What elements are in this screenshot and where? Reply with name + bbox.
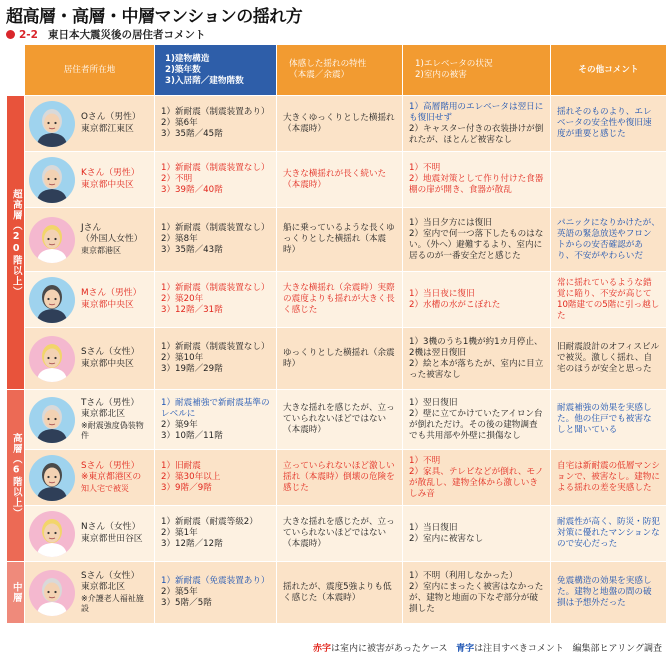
header-other: その他コメント: [551, 45, 667, 96]
elevator-line: 1）高層階用のエレベータは翌日にも復旧せず: [409, 101, 544, 123]
building-spec-cell: [155, 272, 277, 328]
elevator-line: 2）室内で何一つ落下したものはない。（外へ）避難するより、室内に居るのが一番安全だと感じた: [409, 228, 544, 261]
resident-name: Sさん（男性）: [81, 460, 140, 471]
building-spec-cell: [155, 450, 277, 506]
other-comment-cell: 揺れそのものより、エレベータの安全性や復旧速度が重要と感じた: [551, 96, 667, 152]
resident-comments-table: [6, 44, 667, 624]
table-row: [7, 390, 667, 450]
sway-cell: 大きな横揺れが長く続いた（本震時）: [277, 152, 403, 208]
resident-location: 東京都世田谷区: [81, 533, 143, 544]
elevator-damage-cell: [403, 450, 551, 506]
spec-line: 2）築20年: [161, 294, 204, 304]
resident-name: Sさん（女性）: [81, 347, 140, 358]
table-row: [7, 562, 667, 624]
resident-location: （外国人女性）: [81, 234, 143, 245]
sway-cell: 立っていられないほど激しい揺れ（本震時）倒壊の危険を感じた: [277, 450, 403, 506]
elevator-line: 1）不明: [409, 455, 441, 466]
bullet-dot-icon: [6, 30, 15, 39]
table-row: [7, 208, 667, 272]
spec-line: 3）12階／31階: [161, 305, 223, 315]
resident-location: 東京都北区: [81, 582, 125, 593]
spec-line: 2）築6年: [161, 118, 198, 128]
elevator-line: 1）当日夜に復旧: [409, 288, 475, 299]
sway-cell: 大きな揺れを感じたが、立っていられないほどではない（本震時）: [277, 506, 403, 562]
resident-location: 東京都中央区: [81, 299, 134, 310]
other-comment-cell: 常に揺れているような錯覚に陥り、不安が高じて10階建ての5階に引っ越した: [551, 272, 667, 328]
resident-note: ※介護老人福祉施設: [81, 593, 144, 613]
elderly-man-avatar: [29, 157, 75, 203]
spec-line: 3）5階／5階: [161, 598, 212, 608]
building-spec-cell: [155, 96, 277, 152]
figure-caption: [6, 27, 205, 42]
spec-line: 1）新耐震（耐震等級2）: [161, 517, 258, 527]
table-row: [7, 152, 667, 208]
other-comment-cell: 免震構造の効果を実感した。建物と地盤の間の破損は予想外だった: [551, 562, 667, 624]
elevator-damage-cell: [403, 272, 551, 328]
header-resident: 居住者所在地: [25, 45, 155, 96]
other-comment-cell: 耐震性が高く、防災・防犯対策に優れたマンションなので安心だった: [551, 506, 667, 562]
sway-cell: ゆっくりとした横揺れ（余震時）: [277, 328, 403, 390]
spec-line: 3）35階／45階: [161, 129, 223, 139]
resident-location: 東京都江東区: [81, 123, 134, 134]
resident-cell: [25, 328, 155, 390]
resident-name: Nさん（女性）: [81, 522, 141, 533]
header-corner: [7, 45, 25, 96]
sway-cell: 大きくゆっくりとした横揺れ（本震時）: [277, 96, 403, 152]
resident-cell: [25, 272, 155, 328]
elevator-line: 1）翌日復旧: [409, 397, 458, 408]
other-comment-cell: 旧耐震設計のオフィスビルで被災。激しく揺れ、自宅のほうが安全と思った: [551, 328, 667, 390]
spec-line: 3）9階／9階: [161, 483, 212, 493]
elevator-line: 1）不明（利用しなかった）: [409, 570, 518, 581]
sway-cell: 揺れたが、震度5強よりも低く感じた（本震時）: [277, 562, 403, 624]
resident-name: Kさん（男性）: [81, 168, 140, 179]
elevator-damage-cell: [403, 328, 551, 390]
spec-line: 3）19階／29階: [161, 364, 223, 374]
group-label-super-high: 超高層（20階以上）: [7, 96, 25, 390]
resident-location: 東京都中央区: [81, 179, 134, 190]
spec-line: 3）39階／40階: [161, 185, 223, 195]
elevator-damage-cell: [403, 208, 551, 272]
resident-cell: [25, 450, 155, 506]
table-row: [7, 272, 667, 328]
building-spec-cell: [155, 562, 277, 624]
elevator-line: 1）3機のうち1機が約1カ月停止、2機は翌日復旧: [409, 336, 543, 358]
figure-number: 2-2: [19, 28, 38, 41]
resident-cell: [25, 208, 155, 272]
resident-location: 東京都中央区: [81, 358, 134, 369]
resident-cell: [25, 96, 155, 152]
header-building-spec: 1)建物構造 2)築年数 3)入居階／建物階数: [155, 45, 277, 96]
figure-caption-text: 東日本大震災後の居住者コメント: [47, 29, 206, 41]
building-spec-cell: [155, 152, 277, 208]
man-avatar: [29, 277, 75, 323]
elevator-line: 2）地震対策として作り付けた食器棚の扉が開き、食器が散乱: [409, 174, 544, 195]
header-sway: 体感した揺れの特性 （本震／余震）: [277, 45, 403, 96]
building-spec-cell: [155, 328, 277, 390]
resident-location: ※東京都港区の: [81, 472, 142, 483]
group-label-mid: 中層: [7, 562, 25, 624]
spec-line: 2）築5年: [161, 587, 198, 597]
resident-cell: [25, 506, 155, 562]
spec-line: 1）新耐震（制震装置あり）: [161, 107, 270, 117]
elevator-line: 2）家具、テレビなどが倒れ、モノが散乱し、建物全体から激しいきしみ音: [409, 466, 544, 499]
table-header-row: [7, 45, 667, 96]
elevator-line: 2）キャスター付きの衣装掛けが倒れたが、ほとんど被害なし: [409, 123, 544, 145]
elevator-line: 2）室内に被害なし: [409, 533, 484, 544]
elevator-damage-cell: [403, 152, 551, 208]
elevator-damage-cell: [403, 506, 551, 562]
page-title: 超高層・高層・中層マンションの揺れ方: [6, 7, 303, 27]
building-spec-cell: [155, 390, 277, 450]
spec-line: 3）35階／43階: [161, 245, 223, 255]
resident-name: Mさん（男性）: [81, 288, 142, 299]
resident-cell: [25, 562, 155, 624]
elevator-line: 2）水槽の水がこぼれた: [409, 299, 501, 310]
spec-line: 3）10階／11階: [161, 430, 223, 441]
elevator-damage-cell: [403, 390, 551, 450]
spec-line: 3）12階／12階: [161, 539, 223, 549]
spec-line: 2）築9年: [161, 419, 198, 430]
spec-line: 1）新耐震（制震装置なし）: [161, 283, 270, 293]
resident-name: Tさん（男性）: [81, 397, 140, 408]
resident-note: 知人宅で被災: [81, 483, 129, 493]
building-spec-cell: [155, 506, 277, 562]
man-avatar: [29, 455, 75, 501]
resident-cell: [25, 390, 155, 450]
other-comment-cell: 自宅は新耐震の低層マンションで、被害なし。建物による揺れの差を実感した: [551, 450, 667, 506]
table-row: [7, 96, 667, 152]
elevator-line: 2）壁に立てかけていたアイロン台が倒れただけ。その後の建物調査でも共用部や外壁に損傷なし: [409, 408, 543, 441]
building-spec-cell: [155, 208, 277, 272]
spec-line: 1）旧耐震: [161, 461, 201, 471]
spec-line: 1）新耐震（制震装置なし）: [161, 163, 270, 173]
header-elevator: 1)エレベータの状況 2)室内の被害: [403, 45, 551, 96]
elevator-line: 1）当日夕方には復旧: [409, 217, 492, 228]
spec-line: 2）築10年: [161, 353, 204, 363]
group-label-high: 高層（6階以上）: [7, 390, 25, 562]
elderly-man-avatar: [29, 397, 75, 443]
resident-note: 東京都港区: [81, 245, 121, 255]
sway-cell: 船に乗っているような長くゆっくりとした横揺れ（本震時）: [277, 208, 403, 272]
spec-line: 1）新耐震（制震装置なし）: [161, 342, 270, 352]
elderly-woman-avatar: [29, 570, 75, 616]
spec-line: 1）新耐震（制震装置なし）: [161, 223, 270, 233]
elevator-damage-cell: [403, 96, 551, 152]
resident-name: Jさん: [81, 222, 102, 233]
spec-line: 1）耐震補強で新耐震基準のレベルに: [161, 397, 270, 419]
woman-avatar: [29, 511, 75, 557]
spec-line: 2）築30年以上: [161, 472, 221, 482]
elevator-line: 2）絵と本が落ちたが、室内に目立った被害なし: [409, 358, 544, 380]
resident-location: 東京都北区: [81, 409, 125, 420]
other-comment-cell: パニックになりかけたが、英語の緊急放送やフロントからの安否確認があり、不安がやわらいだ: [551, 208, 667, 272]
resident-cell: [25, 152, 155, 208]
other-comment-cell: 耐震補強の効果を実感した。他の住戸でも被害なしと聞いている: [551, 390, 667, 450]
table-row: [7, 450, 667, 506]
sway-cell: 大きな揺れを感じたが、立っていられないほどではない（本震時）: [277, 390, 403, 450]
elevator-line: 1）当日復旧: [409, 522, 458, 533]
resident-note: ※耐震強度偽装物件: [81, 420, 144, 440]
other-comment-cell: [551, 152, 667, 208]
elderly-man-avatar: [29, 101, 75, 147]
table-row: [7, 506, 667, 562]
sway-cell: 大きな横揺れ（余震時）実際の震度よりも揺れが大きく長く感じた: [277, 272, 403, 328]
legend-footer: 赤字は室内に被害があったケース 青字は注目すべきコメント 編集部ヒアリング調査: [313, 644, 662, 654]
spec-line: 1）新耐震（免震装置あり）: [161, 576, 270, 586]
resident-name: Oさん（男性）: [81, 112, 141, 123]
spec-line: 2）築8年: [161, 234, 198, 244]
elevator-line: 1）不明: [409, 163, 441, 173]
woman-avatar: [29, 336, 75, 382]
spec-line: 2）不明: [161, 174, 193, 184]
table-row: [7, 328, 667, 390]
elevator-line: 2）室内にまったく被害はなかったが、建物と地面の下なぞ部分が破損した: [409, 581, 544, 614]
woman-avatar: [29, 217, 75, 263]
spec-line: 2）築1年: [161, 528, 198, 538]
elevator-damage-cell: [403, 562, 551, 624]
resident-name: Sさん（女性）: [81, 570, 140, 581]
